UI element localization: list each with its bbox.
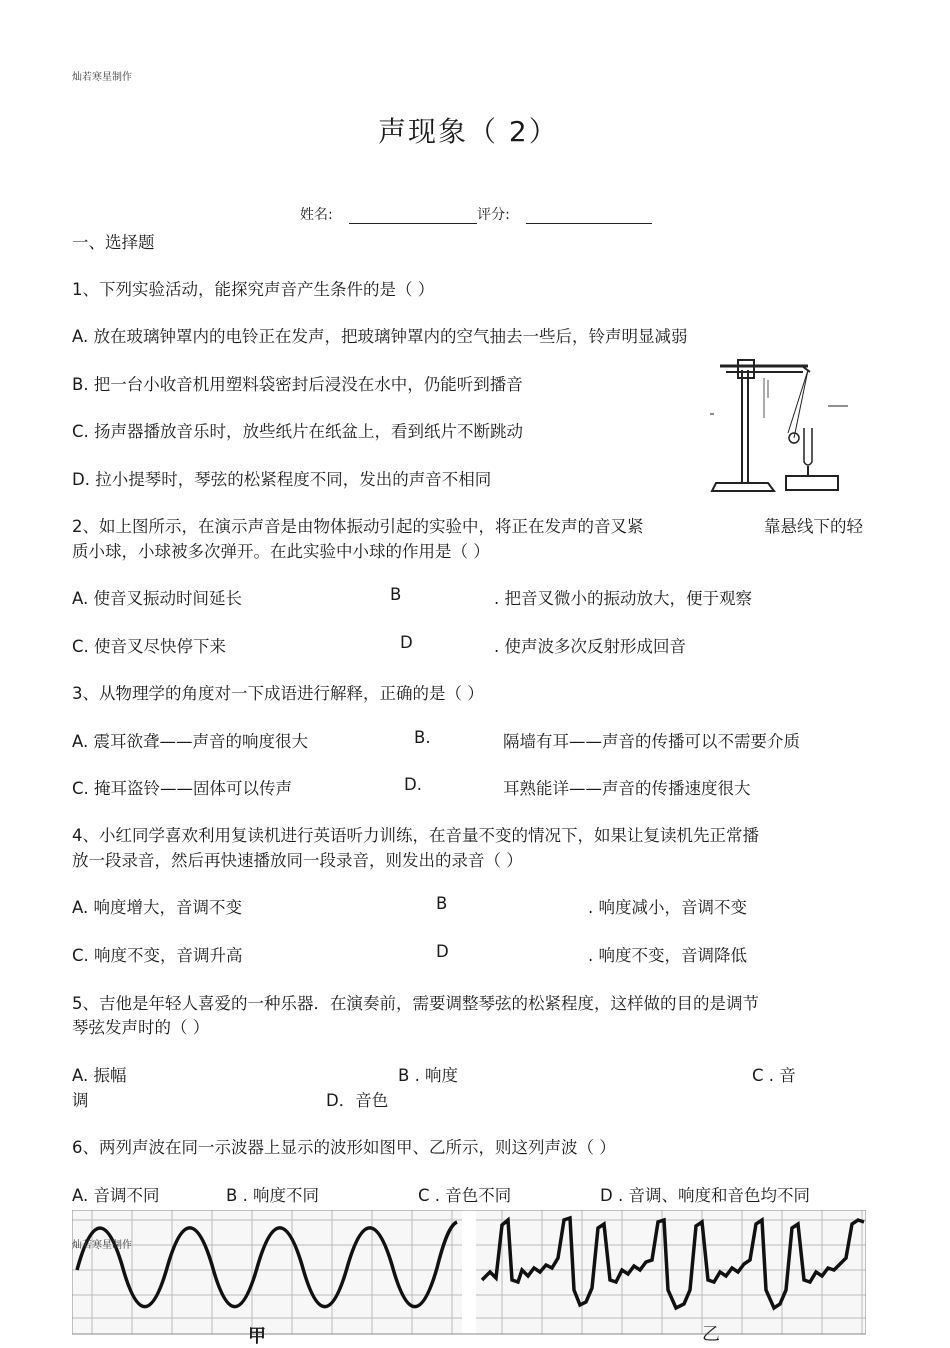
- figure-label-jia: 甲: [248, 1326, 266, 1347]
- waveform-figures: [72, 1210, 866, 1336]
- q2-stem-line1-end: 靠悬线下的轻: [764, 517, 863, 536]
- q1-option-b[interactable]: B. 把一台小收音机用塑料袋密封后浸没在水中，仍能听到播音: [72, 375, 523, 394]
- watermark-top: 灿若寒星制作: [72, 72, 132, 83]
- q4-option-b-letter[interactable]: B: [436, 894, 448, 913]
- q2-stem-line2: 质小球，小球被多次弹开。在此实验中小球的作用是（ ）: [72, 542, 490, 561]
- q5-stem-line2: 琴弦发声时的（ ）: [72, 1018, 210, 1037]
- q1-option-c[interactable]: C. 扬声器播放音乐时，放些纸片在纸盆上，看到纸片不断跳动: [72, 422, 524, 441]
- watermark-bottom: 灿若寒星制作: [72, 1240, 132, 1251]
- q2-option-b-text[interactable]: . 把音叉微小的振动放大，便于观察: [494, 589, 752, 608]
- score-blank[interactable]: [526, 209, 652, 224]
- q2-option-a[interactable]: A. 使音叉振动时间延长: [72, 589, 242, 608]
- name-blank[interactable]: [349, 209, 477, 224]
- q3-option-c[interactable]: C. 掩耳盗铃——固体可以传声: [72, 779, 293, 798]
- waveform-yi-panel: [476, 1210, 866, 1334]
- q1-option-a[interactable]: A. 放在玻璃钟罩内的电铃正在发声，把玻璃钟罩内的空气抽去一些后，铃声明显减弱: [72, 327, 688, 346]
- score-label: 评分:: [477, 207, 510, 223]
- waveform-jia-panel: [72, 1210, 462, 1334]
- q3-option-d-text[interactable]: 耳熟能详——声音的传播速度很大: [503, 779, 751, 798]
- q1-option-d[interactable]: D. 拉小提琴时，琴弦的松紧程度不同，发出的声音不相同: [72, 470, 492, 489]
- figure-label-yi: 乙: [702, 1324, 720, 1345]
- q1-stem: 1、下列实验活动，能探究声音产生条件的是（ ）: [72, 280, 435, 299]
- q3-option-b-letter[interactable]: B.: [414, 728, 431, 747]
- q5-option-c[interactable]: C . 音: [752, 1066, 796, 1085]
- page-title: 声现象（ 2）: [378, 115, 559, 148]
- q6-option-d[interactable]: D . 音调、响度和音色均不同: [600, 1186, 810, 1205]
- q4-stem-line2: 放一段录音，然后再快速播放同一段录音，则发出的录音（ ）: [72, 851, 523, 870]
- q2-option-d-letter[interactable]: D: [400, 633, 413, 652]
- q4-option-b-text[interactable]: . 响度减小，音调不变: [588, 898, 747, 917]
- q3-option-b-text[interactable]: 隔墙有耳——声音的传播可以不需要介质: [503, 732, 800, 751]
- tuning-fork-figure: [708, 358, 858, 496]
- q4-stem-line1: 4、小红同学喜欢利用复读机进行英语听力训练，在音量不变的情况下，如果让复读机先正常播: [72, 826, 759, 845]
- q2-option-b-letter[interactable]: B: [390, 585, 402, 604]
- q5-option-a[interactable]: A. 振幅: [72, 1066, 127, 1085]
- q4-option-d-letter[interactable]: D: [436, 942, 449, 961]
- q6-option-c[interactable]: C . 音色不同: [418, 1186, 512, 1205]
- q4-option-c[interactable]: C. 响度不变，音调升高: [72, 946, 243, 965]
- q5-option-b[interactable]: B . 响度: [398, 1066, 459, 1085]
- q6-option-b[interactable]: B . 响度不同: [226, 1186, 320, 1205]
- q5-stem-line1: 5、吉他是年轻人喜爱的一种乐器．在演奏前，需要调整琴弦的松紧程度，这样做的目的是调节: [72, 994, 759, 1013]
- name-score-line: [300, 204, 652, 224]
- q3-option-a[interactable]: A. 震耳欲聋——声音的响度很大: [72, 732, 308, 751]
- q2-option-d-text[interactable]: . 使声波多次反射形成回音: [494, 637, 686, 656]
- q4-option-d-text[interactable]: . 响度不变，音调降低: [588, 946, 747, 965]
- q6-option-a[interactable]: A. 音调不同: [72, 1186, 160, 1205]
- q3-stem: 3、从物理学的角度对一下成语进行解释，正确的是（ ）: [72, 684, 484, 703]
- q4-option-a[interactable]: A. 响度增大，音调不变: [72, 898, 242, 917]
- q2-stem-line1: 2、如上图所示，在演示声音是由物体振动引起的实验中，将正在发声的音叉紧: [72, 517, 644, 536]
- q5-option-c-cont: 调: [72, 1091, 89, 1110]
- q5-option-d[interactable]: D．音色: [326, 1091, 389, 1110]
- section-heading: 一、选择题: [72, 233, 155, 252]
- q6-stem: 6、两列声波在同一示波器上显示的波形如图甲、乙所示，则这列声波（ ）: [72, 1138, 616, 1157]
- name-label: 姓名:: [300, 207, 333, 223]
- q2-option-c[interactable]: C. 使音叉尽快停下来: [72, 637, 227, 656]
- q3-option-d-letter[interactable]: D.: [404, 775, 422, 794]
